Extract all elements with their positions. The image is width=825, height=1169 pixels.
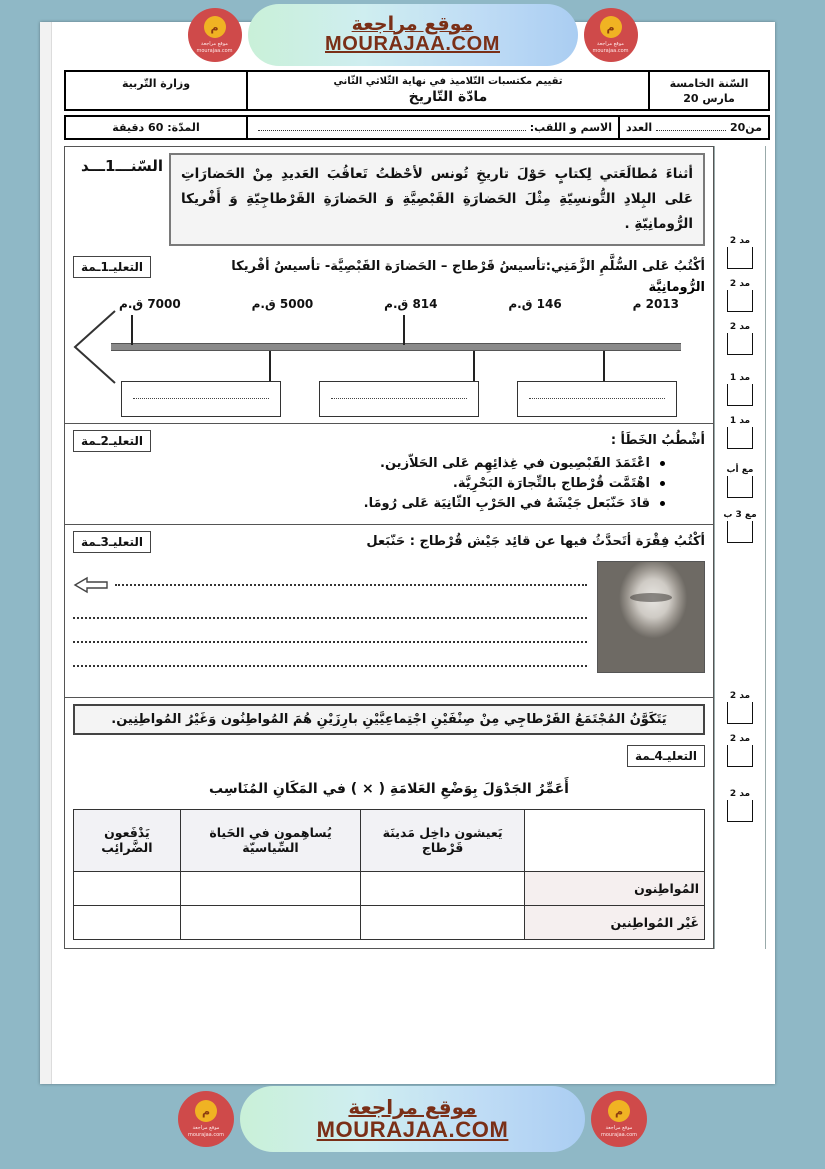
task1-text: أكْتُبُ عَلى السُّلَّمِ الزَّمَنِي:تأسيسُ قَرْطاج – الحَضارَة القَبْصِيَّة- تأسيسُ أفْريكا	[231, 259, 705, 275]
banner-url-text: MOURAJAA.COM	[316, 1116, 509, 1142]
bullet-text: قادَ حَنّبَعل جَيْشَهُ في الحَرْبِ الثّانِيَة عَلى رُومَا.	[363, 495, 650, 511]
task1-row	[73, 256, 705, 278]
citizens-table	[73, 809, 705, 940]
logo-badge-icon: م	[195, 1100, 217, 1122]
ministry-name: وزارة التّربية	[121, 77, 191, 90]
mourajaa-logo-left	[591, 1091, 647, 1147]
mark-entry	[727, 322, 753, 355]
timeline-label: 814 ق.م	[384, 296, 438, 311]
bullet-text: اعْتَمَدَ القَبْصِيون في غِذائِهِم عَلى الحَلاّزين.	[380, 455, 650, 471]
section-source2-task4	[65, 698, 713, 948]
banner-arabic-text: موقع مراجعة	[351, 12, 474, 35]
table-column-header: يَعيشون داخِل مَدينَة قَرْطاج	[361, 809, 525, 871]
source1-row	[73, 153, 705, 246]
task3-row	[73, 531, 705, 553]
table-row	[74, 871, 705, 905]
bottom-watermark-banner	[0, 1080, 825, 1158]
logo-badge-icon: م	[600, 16, 622, 38]
table-checkbox-cell[interactable]	[74, 905, 181, 939]
hannibal-bust-image	[597, 561, 705, 673]
exam-header-row1	[64, 70, 770, 111]
logo-caption: موقع مراجعة mourajaa.com	[592, 41, 629, 54]
list-item[interactable]	[133, 496, 665, 511]
section-source1-task1	[65, 147, 713, 424]
table-checkbox-cell[interactable]	[180, 871, 360, 905]
mark-input-box[interactable]	[727, 800, 753, 822]
answer-dotted-line	[529, 398, 665, 399]
timeline-answer-boxes	[121, 381, 677, 417]
writing-line[interactable]	[73, 665, 587, 667]
task2-label: التعليـ2ـمة	[73, 430, 151, 452]
mark-label: مد 2	[729, 279, 751, 289]
mark-label: مع أب	[726, 465, 754, 475]
mark-entry	[727, 691, 753, 724]
mark-label: مد 2	[729, 734, 751, 744]
bullet-dot-icon	[660, 501, 665, 506]
source2-text: يَتَكَوَّنُ المُجْتَمَعُ القَرْطاجِي مِنْ صِنْفَيْنِ اجْتِماعِيَّيْنِ بارِزَيْنِ هُمَ المُواطِنُون وَغَيْرُ المُواطِنِين.	[73, 704, 705, 735]
school-year: السّنة الخامسة	[669, 76, 749, 90]
table-checkbox-cell[interactable]	[361, 871, 525, 905]
mark-entry	[727, 789, 753, 822]
header-cell-duration	[66, 117, 246, 138]
mark-entry	[723, 510, 756, 543]
exam-duration: المدّة: 60 دقيقة	[112, 121, 200, 134]
mark-label: مد 1	[729, 373, 751, 383]
mark-entry	[727, 416, 753, 449]
banner-pill	[248, 4, 578, 66]
timeline-answer-box[interactable]	[319, 381, 479, 417]
timeline-answer-box[interactable]	[517, 381, 677, 417]
task2-bullet-list	[73, 456, 705, 511]
writing-line[interactable]	[115, 584, 587, 586]
section-task2	[65, 424, 713, 525]
header-cell-title	[246, 72, 648, 109]
exam-body	[64, 146, 770, 949]
logo-caption: موقع مراجعة mourajaa.com	[188, 1125, 225, 1138]
table-row	[74, 905, 705, 939]
student-name-label: الاسم و اللقب:	[529, 121, 612, 134]
mark-entry	[727, 279, 753, 312]
task3-label: التعليـ3ـمة	[73, 531, 151, 553]
score-dotted-blank[interactable]	[656, 121, 726, 131]
table-checkbox-cell[interactable]	[180, 905, 360, 939]
mark-input-box[interactable]	[727, 333, 753, 355]
header-cell-year	[648, 72, 768, 109]
mark-entry	[727, 465, 754, 498]
section-task3	[65, 525, 713, 698]
bullet-dot-icon	[660, 461, 665, 466]
logo-caption: موقع مراجعة mourajaa.com	[601, 1125, 638, 1138]
exam-month: مارس 20	[683, 91, 735, 105]
exam-main-column	[64, 146, 714, 949]
mark-input-box[interactable]	[727, 247, 753, 269]
header-cell-student-name	[246, 117, 618, 138]
timeline-label: 7000 ق.م	[119, 296, 181, 311]
student-name-blank[interactable]	[258, 121, 526, 131]
timeline-widget	[73, 297, 705, 415]
banner-url-text: MOURAJAA.COM	[325, 33, 500, 56]
mark-input-box[interactable]	[727, 476, 753, 498]
logo-badge-icon: م	[204, 16, 226, 38]
writing-line[interactable]	[73, 617, 587, 619]
score-label: العدد	[626, 121, 653, 134]
mark-label: مد 2	[729, 322, 751, 332]
table-header-row	[74, 809, 705, 871]
task4-instruction: أَعَمِّرُ الجَدْوَلَ بِوَضْعِ العَلامَةِ ( × ) في المَكَانِ المُنَاسِب	[209, 780, 569, 797]
timeline-label: 146 ق.م	[508, 296, 562, 311]
task3-text: أكْتُبُ فِقْرَة أتَحدَّثُ فيها عن قائِد جَيْش قُرْطاج : حَنّبَعل	[366, 534, 705, 550]
page-content	[58, 70, 770, 949]
bullet-text: اهْتَمَّت قُرْطاج بالتِّجارَة البَحْرِيَّة.	[452, 475, 650, 491]
table-column-header: يُساهِمون في الحَياة السِّياسيّة	[180, 809, 360, 871]
task3-writing-lines	[73, 561, 587, 689]
table-checkbox-cell[interactable]	[361, 905, 525, 939]
task1-label: التعليـ1ـمة	[73, 256, 151, 278]
mark-input-box[interactable]	[727, 745, 753, 767]
source1-text: أثناءَ مُطالَعَتي لِكتابٍ حَوْلَ تاريخِ تُونس لأحْظتُ تَعاقُبَ العَديدِ مِنْ الحَضارَاتِ عَلى البِلادِ التُّونسِيّةِ مِثْلَ الحَضارَةِ القَبْصِيَّةِ وَ الحَضارَةِ القَرْطاجِيّةِ وَ أَفْريكا الرُّومانِيّةِ .	[169, 153, 705, 246]
task3-first-line-row	[73, 575, 587, 595]
answer-dotted-line	[133, 398, 269, 399]
task3-answer-area	[73, 561, 705, 689]
header-cell-score	[618, 117, 768, 138]
table-corner-cell	[525, 809, 705, 871]
mark-label: مع 3 ب	[723, 510, 757, 520]
exam-header-row2	[64, 115, 770, 140]
source1-label: السّنـــ1ـــد	[81, 157, 164, 175]
timeline-tick	[131, 315, 133, 345]
task1-text-continued: الرُّومانِيَّة	[648, 279, 705, 295]
list-item[interactable]	[133, 456, 665, 471]
timeline-tick	[403, 315, 405, 345]
task4-row	[73, 745, 705, 767]
mark-label: مد 2	[729, 236, 751, 246]
marks-column	[714, 146, 766, 949]
mark-input-box[interactable]	[727, 702, 753, 724]
timeline-labels	[73, 297, 705, 311]
task2-row	[73, 430, 705, 452]
mark-label: مد 2	[729, 789, 751, 799]
exam-subtitle: تقييم مكتسبات التّلاميذ في نهاية الثّلاثي الثّاني	[333, 76, 563, 87]
header-cell-ministry	[66, 72, 246, 109]
list-item[interactable]	[133, 476, 665, 491]
logo-badge-icon: م	[608, 1100, 630, 1122]
mourajaa-logo-right	[188, 8, 242, 62]
table-row-header: المُواطِنون	[525, 871, 705, 905]
exam-subject: مادّة التّاريخ	[408, 89, 488, 105]
mourajaa-logo-left	[584, 8, 638, 62]
mourajaa-logo-right	[178, 1091, 234, 1147]
arrow-left-icon	[73, 575, 109, 595]
table-row-header: غَيْر المُواطِنين	[525, 905, 705, 939]
mark-entry	[727, 236, 753, 269]
task4-label: التعليـ4ـمة	[627, 745, 705, 767]
banner-arabic-text: موقع مراجعة	[348, 1094, 477, 1119]
timeline-answer-box[interactable]	[121, 381, 281, 417]
table-checkbox-cell[interactable]	[74, 871, 181, 905]
mark-input-box[interactable]	[727, 521, 753, 543]
mark-input-box[interactable]	[727, 384, 753, 406]
mark-input-box[interactable]	[727, 290, 753, 312]
logo-caption: موقع مراجعة mourajaa.com	[196, 41, 233, 54]
timeline-axis	[111, 343, 681, 351]
bullet-dot-icon	[660, 481, 665, 486]
mark-input-box[interactable]	[727, 427, 753, 449]
writing-line[interactable]	[73, 641, 587, 643]
top-watermark-banner	[0, 0, 825, 70]
mark-entry	[727, 734, 753, 767]
exam-paper-sheet	[40, 22, 775, 1084]
timeline-label: 2013 م	[632, 296, 679, 311]
mark-label: مد 1	[729, 416, 751, 426]
banner-pill	[240, 1086, 585, 1152]
score-total-label: من20	[729, 121, 762, 134]
timeline-label: 5000 ق.م	[251, 296, 314, 311]
mark-label: مد 2	[729, 691, 751, 701]
answer-dotted-line	[331, 398, 467, 399]
mark-entry	[727, 373, 753, 406]
table-column-header: يَدْفَعون الضَّرائِب	[74, 809, 181, 871]
task2-prompt: أشْطُبُ الخَطَأ :	[610, 433, 705, 449]
page-margin-strip	[40, 22, 52, 1084]
